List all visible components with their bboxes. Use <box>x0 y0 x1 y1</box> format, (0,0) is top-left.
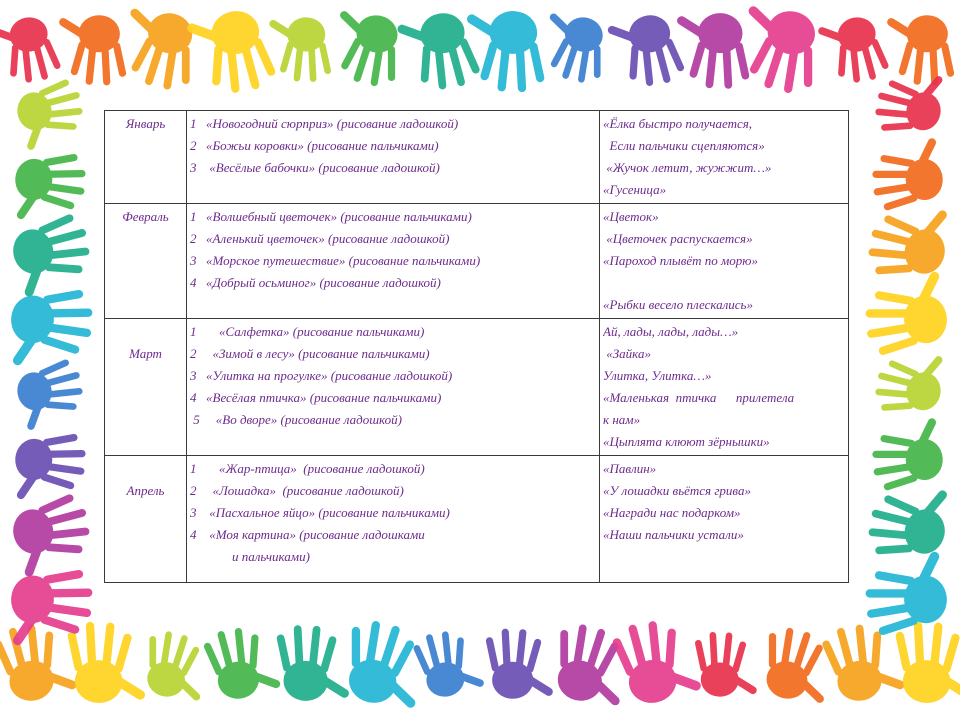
handprint-decoration <box>884 14 957 87</box>
handprint-decoration <box>865 197 953 285</box>
activity-line: 3 «Улитка на прогулке» (рисование ладошкой) <box>190 368 453 383</box>
handprint-decoration <box>13 77 88 153</box>
rhyme-line: «Награди нас подарком» <box>603 505 741 520</box>
handprint-decoration <box>892 621 960 705</box>
rhymes-cell <box>600 204 849 319</box>
handprint-decoration <box>605 11 687 92</box>
activity-line: 1 «Волшебный цветочек» (рисование пальчиками) <box>190 209 472 224</box>
activities-cell <box>187 204 600 319</box>
rhyme-line: «Цыплята клюют зёрнышки» <box>603 434 770 449</box>
activity-line: 2 «Зимой в лесу» (рисование пальчиками) <box>190 346 430 361</box>
rhyme-line: «Гусеница» <box>603 182 667 197</box>
activities-cell <box>187 456 600 583</box>
rhyme-line: «Пароход плывёт по морю» <box>603 253 758 268</box>
rhymes-cell <box>600 319 849 456</box>
handprint-decoration <box>535 9 614 88</box>
handprint-decoration <box>872 345 947 421</box>
rhyme-line: Улитка, Улитка…» <box>603 368 712 383</box>
activity-line: и пальчиками) <box>206 549 310 564</box>
activity-line: 4 «Весёлая птичка» (рисование пальчиками) <box>190 390 442 405</box>
handprint-decoration <box>0 13 63 88</box>
month-name: Март <box>105 319 187 456</box>
handprint-decoration <box>754 623 840 708</box>
monthly-plan-table <box>104 110 849 583</box>
rhyme-line: «Цветок» <box>603 209 659 224</box>
rhyme-line: «Жучок летит, жужжит…» <box>603 160 772 175</box>
rhymes-cell <box>600 456 849 583</box>
handprint-decoration <box>184 6 279 100</box>
handprint-decoration <box>816 13 892 88</box>
table-row <box>105 319 849 456</box>
table-row <box>105 456 849 583</box>
handprint-decoration <box>56 14 129 87</box>
handprint-decoration <box>411 626 487 701</box>
handprint-decoration <box>274 624 353 702</box>
activity-line: 1 «Салфетка» (рисование пальчиками) <box>190 324 425 339</box>
handprint-decoration <box>136 627 215 706</box>
handprint-decoration <box>730 0 829 98</box>
rhyme-line: к нам» <box>603 412 641 427</box>
handprint-decoration <box>12 429 87 505</box>
month-name: Апрель <box>105 456 187 583</box>
rhyme-line: «Зайка» <box>603 346 651 361</box>
activity-line: 2 «Аленький цветочек» (рисование ладошкой) <box>190 231 450 246</box>
handprint-decoration <box>8 284 95 371</box>
handprint-decoration <box>12 149 87 225</box>
handprint-decoration <box>266 16 334 83</box>
handprint-decoration <box>483 628 556 701</box>
activities-cell <box>187 319 600 456</box>
activity-line: 1 «Жар-птица» (рисование ладошкой) <box>190 461 425 476</box>
rhyme-line: «Рыбки весело плескались» <box>603 297 753 312</box>
handprint-decoration <box>463 9 548 93</box>
handprint-decoration <box>865 477 953 565</box>
handprint-decoration <box>870 416 945 492</box>
rhyme-line: «Ёлка быстро получается, <box>603 116 753 131</box>
handprint-decoration <box>64 621 149 705</box>
rhyme-line: «Маленькая птичка прилетела <box>603 390 795 405</box>
activity-line: 2 «Божьи коровки» (рисование пальчиками) <box>190 138 439 153</box>
handprint-decoration <box>673 12 752 90</box>
rhyme-line: Если пальчики сцепляются» <box>603 138 765 153</box>
handprint-decoration <box>13 357 88 433</box>
rhyme-line: «У лошадки вьётся грива» <box>603 483 751 498</box>
rhyme-line: Ай, лады, лады, лады…» <box>603 324 739 339</box>
handprint-decoration <box>870 136 945 212</box>
activity-line: 3 «Морское путешествие» (рисование пальчиками) <box>190 253 481 268</box>
month-name: Январь <box>105 111 187 204</box>
rhyme-line: «Наши пальчики устали» <box>603 527 744 542</box>
activity-line: 3 «Весёлые бабочки» (рисование ладошкой) <box>190 160 440 175</box>
handprint-decoration <box>324 6 410 91</box>
handprint-decoration <box>113 3 205 95</box>
rhymes-cell <box>600 111 849 204</box>
handprint-decoration <box>8 211 96 299</box>
activity-line: 1 «Новогодний сюрприз» (рисование ладошкой) <box>190 116 459 131</box>
table-row <box>105 111 849 204</box>
handprint-decoration <box>692 631 760 698</box>
rhyme-line <box>603 272 845 294</box>
activity-line: 2 «Лошадка» (рисование ладошкой) <box>190 483 404 498</box>
activity-line: 3 «Пасхальное яйцо» (рисование пальчиками) <box>190 505 450 520</box>
handprint-decoration <box>863 269 950 356</box>
table-row <box>105 204 849 319</box>
handprint-decoration <box>201 622 283 703</box>
activity-line: 5 «Во дворе» (рисование ладошкой) <box>190 412 402 427</box>
rhyme-line: «Цветочек распускается» <box>603 231 753 246</box>
handprint-decoration <box>609 614 704 708</box>
activity-line: 4 «Моя картина» (рисование ладошками <box>190 527 425 542</box>
handprint-decoration <box>8 491 96 579</box>
activity-line: 4 «Добрый осьминог» (рисование ладошкой) <box>190 275 441 290</box>
activities-cell <box>187 111 600 204</box>
handprint-decoration <box>335 615 434 713</box>
rhyme-line: «Павлин» <box>603 461 657 476</box>
month-name: Февраль <box>105 204 187 319</box>
